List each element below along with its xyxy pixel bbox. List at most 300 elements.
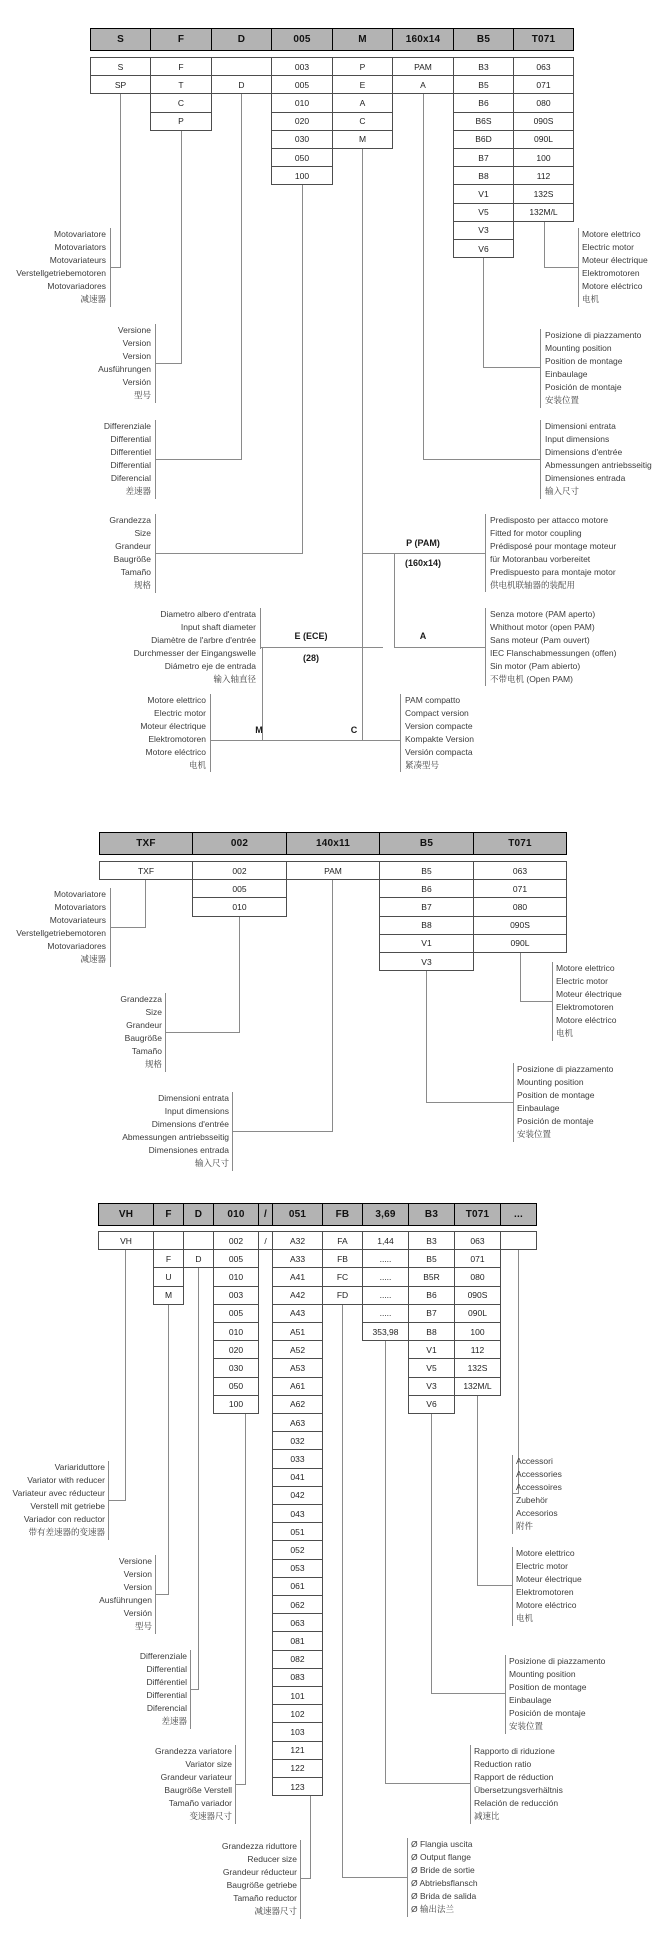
connector-line-vertical	[483, 257, 484, 368]
code-cell: /	[258, 1231, 273, 1250]
code-cell: B5	[379, 861, 474, 880]
code-cell: 010	[213, 1322, 259, 1341]
label-line: Input shaft diameter	[180, 622, 256, 632]
label-line: Variariduttore	[54, 1462, 105, 1472]
connector-line-horizontal	[477, 1585, 512, 1586]
connector-line-vertical	[485, 514, 486, 592]
connector-line-vertical	[110, 888, 111, 967]
label-block-motovariatore	[2, 888, 106, 966]
connector-line-vertical	[512, 1547, 513, 1626]
label-line: Predispuesto para montaje motor	[490, 567, 616, 577]
connector-line-horizontal	[394, 647, 486, 648]
connector-line-vertical	[362, 148, 363, 741]
label-line: Size	[145, 1007, 162, 1017]
connector-line-vertical	[125, 1249, 126, 1501]
code-cell: 050	[271, 148, 333, 167]
header-cell-d: D	[183, 1203, 214, 1226]
code-cell: M	[153, 1286, 184, 1305]
code-cell: 100	[213, 1395, 259, 1414]
label-line: Grandeur réducteur	[222, 1867, 297, 1877]
label-block-variariduttore	[2, 1461, 105, 1539]
code-cell: 063	[473, 861, 567, 880]
label-line: Variateur avec réducteur	[12, 1488, 105, 1498]
connector-line-vertical	[407, 1838, 408, 1917]
code-cell: 005	[192, 879, 287, 898]
code-cell: 002	[192, 861, 287, 880]
code-cell: P	[150, 112, 212, 131]
connector-line-vertical	[544, 221, 545, 268]
connector-line-horizontal	[483, 367, 541, 368]
code-cell: 080	[473, 897, 567, 916]
label-line: Differentiel	[110, 447, 151, 457]
label-line: 输入尺寸	[194, 1158, 229, 1168]
label-block-predisposto	[490, 514, 666, 592]
label-block-versione	[2, 1555, 152, 1633]
label-line: Diferencial	[146, 1703, 187, 1713]
label-line: Ø Abtriebsflansch	[411, 1878, 478, 1888]
connector-line-vertical	[431, 1413, 432, 1694]
label-line: Ø Output flange	[411, 1852, 472, 1862]
code-cell: A53	[272, 1358, 323, 1377]
code-cell: 010	[192, 897, 287, 916]
label-line: Variator size	[185, 1759, 232, 1769]
code-cell: P	[332, 57, 393, 76]
header-cell-f: F	[150, 28, 212, 51]
label-line: Diferencial	[110, 473, 151, 483]
code-cell: 083	[272, 1668, 323, 1687]
code-cell: 082	[272, 1650, 323, 1669]
label-line: Motore eléctrico	[556, 1015, 617, 1025]
label-line: 减速器	[80, 954, 106, 964]
connector-line-horizontal	[260, 647, 383, 648]
code-cell: 100	[454, 1322, 501, 1341]
code-cell: A61	[272, 1377, 323, 1396]
label-line: 安装位置	[545, 395, 580, 405]
code-cell: B6D	[453, 130, 514, 149]
header-cell-140x11: 140x11	[286, 832, 380, 855]
connector-line-horizontal	[155, 459, 242, 460]
label-line: Dimensions d'entrée	[151, 1119, 229, 1129]
connector-line-horizontal	[235, 1784, 245, 1785]
code-cell: B6	[453, 93, 514, 112]
connector-line-vertical	[108, 1461, 109, 1540]
code-cell: .....	[362, 1249, 409, 1268]
label-line: Posizione di piazzamento	[517, 1064, 614, 1074]
label-block-grandezza-variatore	[82, 1745, 232, 1823]
connector-line-horizontal	[544, 267, 579, 268]
code-cell: 020	[271, 112, 333, 131]
code-cell: B7	[453, 148, 514, 167]
label-line: PAM compatto	[405, 695, 461, 705]
label-line: 变速器尺寸	[189, 1811, 232, 1821]
label-line: Motore eléctrico	[516, 1600, 577, 1610]
label-line: Ø Bride de sortie	[411, 1865, 475, 1875]
label-line: Position de montage	[545, 356, 623, 366]
label-line: Moteur électrique	[556, 989, 622, 999]
label-line: Durchmesser der Eingangswelle	[133, 648, 256, 658]
code-cell: V5	[453, 203, 514, 222]
connector-line-horizontal	[110, 267, 121, 268]
code-cell: .....	[362, 1304, 409, 1323]
callout-e-ece: E (ECE)	[294, 631, 328, 641]
code-cell: FD	[322, 1286, 363, 1305]
label-line: Posición de montaje	[545, 382, 622, 392]
label-line: 电机	[516, 1613, 534, 1623]
connector-line-horizontal	[190, 1689, 198, 1690]
label-line: Tamaño	[131, 1046, 162, 1056]
label-line: Moteur électrique	[516, 1574, 582, 1584]
code-cell: 005	[213, 1304, 259, 1323]
label-block-accessori	[516, 1455, 664, 1533]
label-line: 型号	[133, 390, 151, 400]
connector-line-vertical	[578, 228, 579, 307]
label-line: Mounting position	[545, 343, 612, 353]
code-cell: 003	[213, 1286, 259, 1305]
label-block-grandezza	[2, 514, 151, 592]
connector-line-vertical	[155, 514, 156, 593]
header-cell-s: S	[90, 28, 151, 51]
label-line: 规格	[133, 580, 151, 590]
label-line: Dimensiones entrada	[545, 473, 626, 483]
label-line: Motore elettrico	[147, 695, 206, 705]
label-line: 电机	[556, 1028, 574, 1038]
connector-line-vertical	[477, 1395, 478, 1586]
header-cell-txf: TXF	[99, 832, 193, 855]
label-block-diametro	[30, 608, 256, 686]
label-line: Differential	[146, 1690, 187, 1700]
code-cell: 121	[272, 1741, 323, 1760]
code-cell: V5	[408, 1358, 455, 1377]
code-cell: V3	[453, 221, 514, 240]
label-line: 差速器	[125, 486, 151, 496]
connector-line-horizontal	[423, 459, 541, 460]
code-cell: PAM	[286, 861, 380, 880]
label-line: Electric motor	[582, 242, 634, 252]
label-line: Übersetzungsverhältnis	[474, 1785, 563, 1795]
label-line: Dimensiones entrada	[148, 1145, 229, 1155]
connector-line-vertical	[505, 1655, 506, 1734]
header-cell-b3: B3	[408, 1203, 455, 1226]
code-cell: 042	[272, 1486, 323, 1505]
code-cell: D	[211, 75, 272, 94]
connector-line-vertical	[302, 184, 303, 554]
label-line: Ø Brida de salida	[411, 1891, 477, 1901]
code-cell: A63	[272, 1413, 323, 1432]
connector-line-vertical	[260, 608, 261, 649]
label-line: 减速器	[80, 294, 106, 304]
label-block-grandezza-riduttore	[147, 1840, 297, 1918]
label-line: Version	[123, 1582, 152, 1592]
label-line: Tamaño	[120, 567, 151, 577]
label-line: Compact version	[405, 708, 469, 718]
callout-e-ece-sub: (28)	[302, 653, 319, 663]
connector-line-vertical	[342, 1304, 343, 1878]
connector-line-vertical	[155, 420, 156, 499]
connector-line-horizontal	[155, 1594, 168, 1595]
connector-line-vertical	[198, 1267, 199, 1690]
label-line: 规格	[144, 1059, 162, 1069]
label-line: Grandeur	[126, 1020, 162, 1030]
connector-line-horizontal	[426, 1102, 514, 1103]
label-block-motore	[516, 1547, 664, 1625]
label-line: Diámetro eje de entrada	[164, 661, 256, 671]
label-block-posizione	[517, 1063, 666, 1141]
connector-line-horizontal	[155, 363, 182, 364]
label-line: Ø Flangia uscita	[411, 1839, 473, 1849]
code-cell: 102	[272, 1704, 323, 1723]
code-cell: V1	[408, 1340, 455, 1359]
code-cell: 112	[454, 1340, 501, 1359]
label-block-dimensioni	[545, 420, 666, 498]
code-cell-empty	[183, 1231, 214, 1250]
label-line: Elektromotoren	[516, 1587, 574, 1597]
code-cell: B5	[408, 1249, 455, 1268]
connector-line-vertical	[168, 1304, 169, 1595]
connector-line-vertical	[155, 1555, 156, 1634]
label-line: 不带电机 (Open PAM)	[490, 674, 573, 684]
label-line: Motore elettrico	[582, 229, 641, 239]
label-line: Differential	[110, 460, 151, 470]
label-line: Electric motor	[154, 708, 206, 718]
code-cell: B8	[453, 166, 514, 185]
code-cell: V3	[408, 1377, 455, 1396]
label-line: 供电机联轴器的装配用	[490, 580, 576, 590]
header-cell--: ...	[500, 1203, 537, 1226]
label-line: Position de montage	[509, 1682, 587, 1692]
label-line: Einbaulage	[545, 369, 588, 379]
code-cell: 090L	[513, 130, 574, 149]
code-cell: B5R	[408, 1267, 455, 1286]
connector-line-horizontal	[520, 1001, 553, 1002]
connector-line-vertical	[300, 1840, 301, 1919]
header-cell-b5: B5	[379, 832, 474, 855]
code-cell: SP	[90, 75, 151, 94]
connector-line-vertical	[235, 1745, 236, 1824]
code-cell: 005	[271, 75, 333, 94]
label-line: Accessori	[516, 1456, 553, 1466]
connector-line-vertical	[552, 962, 553, 1041]
label-line: Ausführungen	[98, 364, 151, 374]
code-cell: 123	[272, 1777, 323, 1796]
label-line: Predisposto per attacco motore	[490, 515, 609, 525]
label-block-differenziale	[2, 420, 151, 498]
label-block-motore-dx	[582, 228, 666, 306]
label-line: Différentiel	[146, 1677, 187, 1687]
label-line: Grandeur	[115, 541, 151, 551]
label-line: Prédisposé pour montage moteur	[490, 541, 617, 551]
connector-line-vertical	[110, 228, 111, 307]
connector-line-horizontal	[307, 740, 401, 741]
label-line: Kompakte Version	[405, 734, 474, 744]
label-line: Motovariators	[54, 242, 106, 252]
code-cell: 132S	[454, 1358, 501, 1377]
code-cell: FC	[322, 1267, 363, 1286]
label-block-motore-sx	[56, 694, 206, 772]
code-cell: 080	[454, 1267, 501, 1286]
code-cell: A	[332, 93, 393, 112]
label-block-grandezza	[13, 993, 162, 1071]
code-cell: 003	[271, 57, 333, 76]
label-line: Tamaño reductor	[233, 1893, 297, 1903]
label-line: Ausführungen	[99, 1595, 152, 1605]
code-cell: B3	[453, 57, 514, 76]
label-block-motore	[556, 962, 666, 1040]
label-line: Zubehör	[516, 1495, 548, 1505]
connector-line-horizontal	[155, 553, 303, 554]
code-cell: 100	[271, 166, 333, 185]
code-cell-empty	[211, 57, 272, 76]
code-cell: A52	[272, 1340, 323, 1359]
code-cell: V3	[379, 952, 474, 971]
code-cell: A33	[272, 1249, 323, 1268]
code-cell: 051	[272, 1522, 323, 1541]
connector-line-vertical	[190, 1650, 191, 1729]
label-line: Grandezza variatore	[154, 1746, 232, 1756]
label-line: Motovariadores	[47, 281, 106, 291]
label-line: Variador con reductor	[23, 1514, 105, 1524]
label-line: Motore eléctrico	[145, 747, 206, 757]
connector-line-vertical	[155, 324, 156, 403]
label-line: Accesorios	[516, 1508, 558, 1518]
label-line: Input dimensions	[545, 434, 610, 444]
label-line: Mounting position	[509, 1669, 576, 1679]
label-line: Versión	[122, 377, 151, 387]
header-cell-010: 010	[213, 1203, 259, 1226]
code-cell: 090L	[454, 1304, 501, 1323]
connector-line-vertical	[423, 93, 424, 460]
label-line: Posición de montaje	[517, 1116, 594, 1126]
code-cell: V1	[453, 184, 514, 203]
label-line: Verstell mit getriebe	[30, 1501, 105, 1511]
code-cell: 052	[272, 1540, 323, 1559]
label-line: Whithout motor (open PAM)	[490, 622, 595, 632]
code-cell: 071	[454, 1249, 501, 1268]
code-cell: 081	[272, 1631, 323, 1650]
label-line: Motovariatore	[54, 229, 106, 239]
code-cell: B6	[379, 879, 474, 898]
label-block-motovariatore	[2, 228, 106, 306]
label-line: 差速器	[161, 1716, 187, 1726]
code-cell: 090S	[454, 1286, 501, 1305]
code-cell: 010	[213, 1267, 259, 1286]
code-cell-empty	[500, 1231, 537, 1250]
code-cell: 005	[213, 1249, 259, 1268]
label-line: IEC Flanschabmessungen (offen)	[490, 648, 617, 658]
connector-line-vertical	[485, 608, 486, 686]
connector-line-horizontal	[385, 1783, 470, 1784]
label-line: 减速器尺寸	[254, 1906, 297, 1916]
connector-line-vertical	[310, 1795, 311, 1879]
code-cell: 080	[513, 93, 574, 112]
connector-line-vertical	[181, 130, 182, 364]
label-line: Diamètre de l'arbre d'entrée	[151, 635, 256, 645]
label-line: Motore elettrico	[556, 963, 615, 973]
label-block-versione	[2, 324, 151, 402]
code-cell: 063	[513, 57, 574, 76]
label-line: Position de montage	[517, 1090, 595, 1100]
header-cell-m: M	[332, 28, 393, 51]
connector-line-vertical	[165, 993, 166, 1072]
label-line: Rapporto di riduzione	[474, 1746, 555, 1756]
connector-line-vertical	[385, 1340, 386, 1784]
code-cell: 002	[213, 1231, 259, 1250]
code-cell: 101	[272, 1686, 323, 1705]
connector-line-vertical	[540, 329, 541, 408]
label-line: Sin motor (Pam abierto)	[490, 661, 581, 671]
code-cell: D	[183, 1249, 214, 1268]
label-block-senza-motore	[490, 608, 666, 686]
code-cell: 1,44	[362, 1231, 409, 1250]
code-cell: 063	[454, 1231, 501, 1250]
code-cell: 020	[213, 1340, 259, 1359]
label-block-flangia	[411, 1838, 571, 1916]
code-cell: TXF	[99, 861, 193, 880]
code-cell: 030	[271, 130, 333, 149]
label-line: Versione	[118, 1556, 152, 1566]
header-cell-d: D	[211, 28, 272, 51]
connector-line-horizontal	[232, 1131, 333, 1132]
code-cell: FA	[322, 1231, 363, 1250]
label-line: Differential	[146, 1664, 187, 1674]
code-cell: 090S	[473, 916, 567, 935]
connector-line-horizontal	[210, 740, 308, 741]
label-line: Motore elettrico	[516, 1548, 575, 1558]
label-line: Ø 输出法兰	[411, 1904, 454, 1914]
code-cell: 050	[213, 1377, 259, 1396]
label-line: Abmessungen antriebsseitig	[545, 460, 652, 470]
code-cell: B8	[408, 1322, 455, 1341]
label-line: Posizione di piazzamento	[509, 1656, 606, 1666]
header-cell-t071: T071	[454, 1203, 501, 1226]
header-cell--: /	[258, 1203, 273, 1226]
code-cell: 100	[513, 148, 574, 167]
label-line: Reduction ratio	[474, 1759, 532, 1769]
label-block-differenziale	[36, 1650, 187, 1728]
label-line: 电机	[188, 760, 206, 770]
label-line: Input dimensions	[164, 1106, 229, 1116]
label-line: Motovariadores	[47, 941, 106, 951]
code-cell: VH	[98, 1231, 154, 1250]
callout-m-motor: M	[255, 725, 263, 735]
code-cell: B6	[408, 1286, 455, 1305]
label-line: Versión	[123, 1608, 152, 1618]
code-cell: 062	[272, 1595, 323, 1614]
label-line: Grandezza	[120, 994, 162, 1004]
code-cell: C	[150, 93, 212, 112]
connector-line-vertical	[245, 1413, 246, 1785]
header-cell-3-69: 3,69	[362, 1203, 409, 1226]
label-line: Einbaulage	[517, 1103, 560, 1113]
code-cell: 132S	[513, 184, 574, 203]
label-line: Diametro albero d'entrata	[160, 609, 256, 619]
label-line: Sans moteur (Pam ouvert)	[490, 635, 590, 645]
code-cell: 033	[272, 1449, 323, 1468]
header-cell-b5: B5	[453, 28, 514, 51]
code-cell: A42	[272, 1286, 323, 1305]
header-cell-160x14: 160x14	[392, 28, 454, 51]
connector-line-horizontal	[362, 553, 486, 554]
label-line: Version compacte	[405, 721, 473, 731]
code-cell: 112	[513, 166, 574, 185]
code-cell: F	[153, 1249, 184, 1268]
label-line: Grandezza	[109, 515, 151, 525]
label-block-pam-compatto	[405, 694, 555, 772]
label-line: 带有差速器的变速器	[28, 1527, 105, 1537]
label-line: Elektromotoren	[582, 268, 640, 278]
code-cell: C	[332, 112, 393, 131]
connector-line-horizontal	[108, 1500, 125, 1501]
label-line: Versione	[117, 325, 151, 335]
